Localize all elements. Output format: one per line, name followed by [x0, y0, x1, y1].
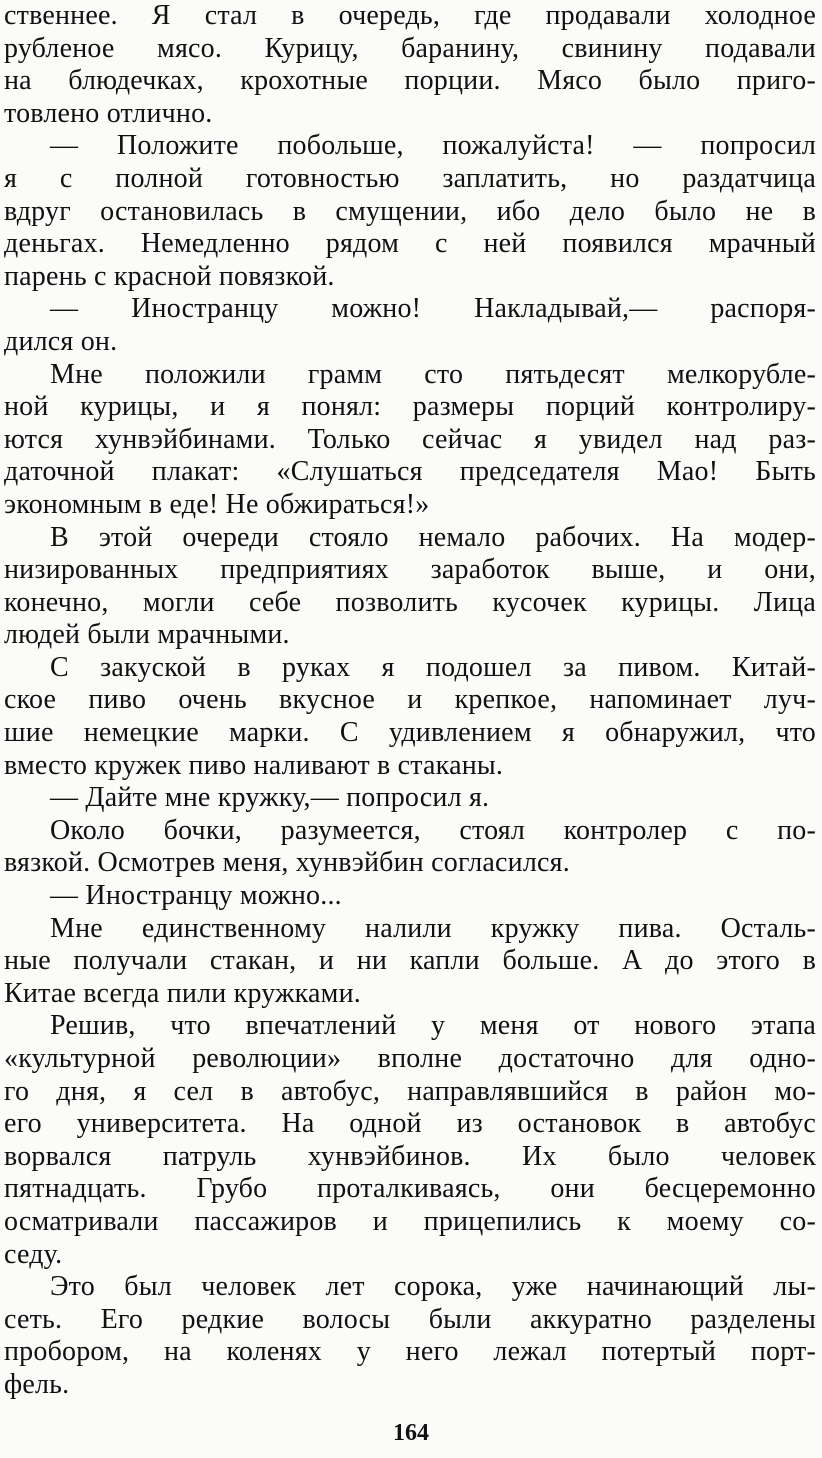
text-line: его университета. На одной из остановок в автобус	[4, 1108, 816, 1140]
page-number: 164	[393, 1420, 429, 1446]
text-line: — Иностранцу можно...	[50, 880, 342, 912]
text-line: экономным в еде! Не обжираться!»	[4, 488, 430, 520]
text-line: рубленое мясо. Курицу, баранину, свинину подавали	[4, 32, 816, 64]
text-line: дился он.	[4, 325, 118, 357]
text-line: я с полной готовностью заплатить, но раздатчица	[4, 162, 816, 194]
text-line: сеть. Его редкие волосы были аккуратно разделены	[4, 1303, 816, 1335]
text-line: товлено отлично.	[4, 97, 213, 129]
text-line: Около бочки, разумеется, стоял контролер с по-	[50, 814, 816, 846]
text-line: Это был человек лет сорока, уже начинающий лы-	[50, 1271, 816, 1303]
text-line: людей были мрачными.	[4, 619, 290, 651]
text-line: седу.	[4, 1238, 63, 1270]
text-line: на блюдечках, крохотные порции. Мясо было приго-	[4, 65, 816, 97]
text-line: Решив, что впечатлений у меня от нового этапа	[50, 1010, 816, 1042]
body-text	[4, 0, 816, 1402]
text-line: ское пиво очень вкусное и крепкое, напоминает луч-	[4, 684, 816, 716]
text-line: вязкой. Осмотрев меня, хунвэйбин согласился.	[4, 847, 570, 879]
text-line: пробором, на коленях у него лежал потертый порт-	[4, 1336, 816, 1368]
text-line: ные получали стакан, и ни капли больше. А до этого в	[4, 945, 816, 977]
text-line: — Положите побольше, пожалуйста! — попросил	[50, 130, 816, 162]
text-line: вдруг остановилась в смущении, ибо дело было не в	[4, 195, 816, 227]
text-line: ственнее. Я стал в очередь, где продавали холодное	[4, 0, 816, 31]
text-line: — Иностранцу можно! Накладывай,— распоря-	[50, 293, 816, 325]
text-line: Мне положили грамм сто пятьдесят мелкорубле-	[50, 358, 816, 390]
text-line: фель.	[4, 1368, 70, 1400]
text-line: — Дайте мне кружку,— попросил я.	[50, 782, 490, 814]
text-line: деньгах. Немедленно рядом с ней появился мрачный	[4, 228, 816, 260]
text-line: ворвался патруль хунвэйбинов. Их было человек	[4, 1140, 816, 1172]
text-line: даточной плакат: «Слушаться председателя Мао! Быть	[4, 456, 816, 488]
text-line: парень с красной повязкой.	[4, 260, 335, 292]
text-line: конечно, могли себе позволить кусочек курицы. Лица	[4, 586, 816, 618]
text-line: низированных предприятиях заработок выше, и они,	[4, 554, 816, 586]
text-line: осматривали пассажиров и прицепились к моему со-	[4, 1205, 816, 1237]
text-line: С закуской в руках я подошел за пивом. Китай-	[50, 651, 816, 683]
text-line: вместо кружек пиво наливают в стаканы.	[4, 749, 504, 781]
text-line: ются хунвэйбинами. Только сейчас я увидел над раз-	[4, 423, 816, 455]
text-line: шие немецкие марки. С удивлением я обнаружил, что	[4, 717, 816, 749]
text-line: В этой очереди стояло немало рабочих. На модер-	[50, 521, 816, 553]
text-line: ной курицы, и я понял: размеры порций контролиру-	[4, 391, 816, 423]
text-line: Китае всегда пили кружками.	[4, 977, 361, 1009]
text-line: «культурной революции» вполне достаточно для одно-	[4, 1043, 816, 1074]
text-line: Мне единственному налили кружку пива. Осталь-	[50, 912, 816, 944]
text-line: пятнадцать. Грубо проталкиваясь, они бесцеремонно	[4, 1173, 816, 1205]
text-line: го дня, я сел в автобус, направлявшийся в район мо-	[4, 1075, 816, 1107]
